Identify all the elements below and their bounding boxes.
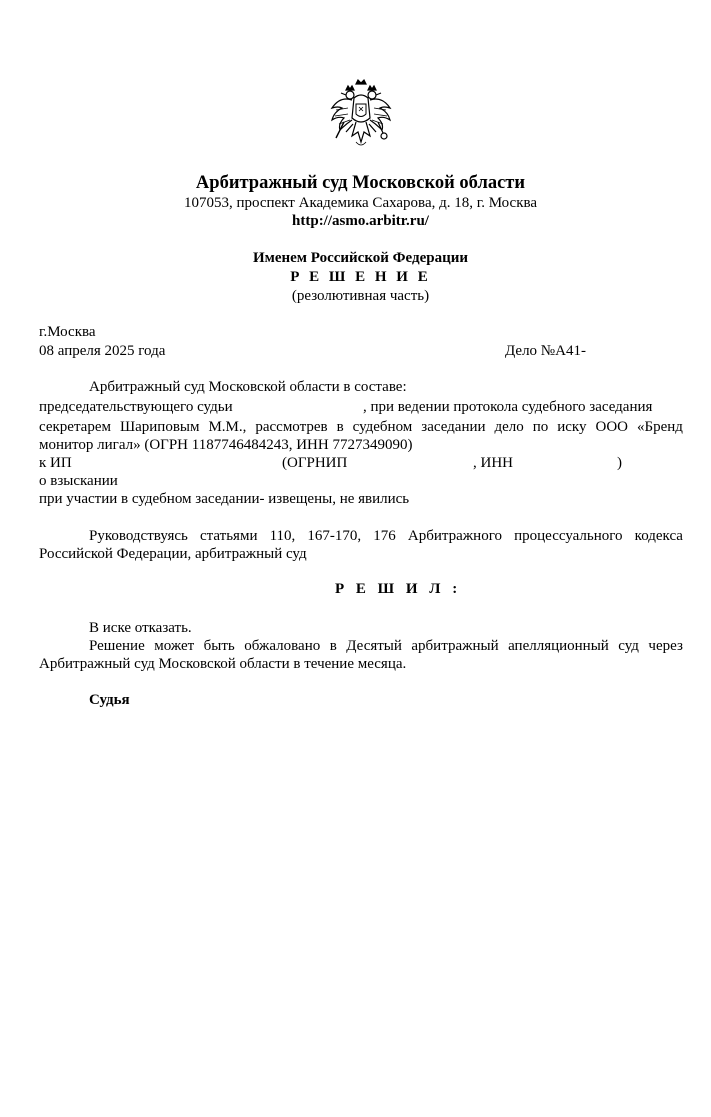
presiding-label: председательствующего судьи <box>39 399 233 415</box>
participation-line: при участии в судебном заседании- извещены, не явились <box>39 491 410 507</box>
case-number: Дело №А41- <box>505 343 586 359</box>
court-name: Арбитражный суд Московской области <box>195 173 526 193</box>
document-title: Р Е Ш Е Н И Е <box>290 269 431 285</box>
guided-line-1 <box>89 528 683 545</box>
protocol-text: , при ведении протокола судебного заседания <box>363 399 653 415</box>
ogrnip-label: (ОГРНИП <box>282 455 348 471</box>
inn-label: , ИНН <box>473 455 513 471</box>
decision-date: 08 апреля 2025 года <box>39 343 166 359</box>
ruling-decision: В иске отказать. <box>89 620 192 636</box>
plaintiff-line: монитор лигал» (ОГРН 1187746484243, ИНН 7727349090) <box>39 437 413 453</box>
composition-intro: Арбитражный суд Московской области в составе: <box>89 379 407 395</box>
closing-paren: ) <box>617 455 622 471</box>
appeal-line-1 <box>89 638 683 655</box>
defendant-prefix: к ИП <box>39 455 72 471</box>
presiding-judge-line <box>39 399 233 416</box>
appeal-text-1: Решение может быть обжаловано в Десятый арбитражный апелляционный суд через <box>89 638 683 654</box>
guided-text-1: Руководствуясь статьями 110, 167-170, 176 Арбитражного процессуального кодекса <box>89 528 683 544</box>
judge-signature-label: Судья <box>89 692 130 708</box>
claim-subject: о взыскании <box>39 473 118 489</box>
court-address: 107053, проспект Академика Сахарова, д. 18, г. Москва <box>183 195 538 211</box>
guided-line-2: Российской Федерации, арбитражный суд <box>39 546 307 562</box>
secretary-text: секретарем Шариповым М.М., рассмотрев в судебном заседании дело по иску ООО «Бренд <box>39 419 683 435</box>
appeal-line-2: Арбитражный суд Московской области в течение месяца. <box>39 656 407 672</box>
coat-of-arms-icon <box>326 78 396 152</box>
secretary-line <box>39 419 683 436</box>
court-website-link[interactable]: http://asmo.arbitr.ru/ <box>292 213 429 229</box>
in-the-name-heading: Именем Российской Федерации <box>252 250 469 266</box>
city: г.Москва <box>39 324 96 340</box>
document-subtitle: (резолютивная часть) <box>291 288 430 304</box>
ruling-heading: Р Е Ш И Л : <box>335 581 462 597</box>
